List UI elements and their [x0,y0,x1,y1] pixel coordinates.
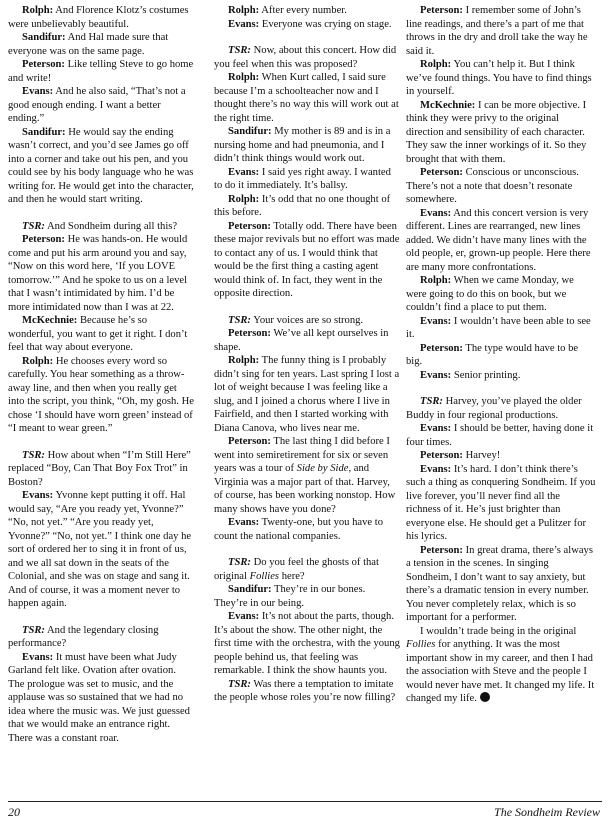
speaker-name: Evans: [420,463,452,475]
paragraph-text: He would say the ending wasn’t correct, and you’d see James go off into a corner and take out his pen, and you could see by his body language who he was writing for. He would get into the character, and then he would start writing. [8,126,194,205]
paragraph [406,422,596,449]
paragraph [406,544,596,625]
paragraph-text: The last thing I did before I went into semiretirement for six or seven years was a tour of [214,436,390,474]
paragraph [8,58,194,85]
paragraph [8,233,194,314]
paragraph-text: Everyone was crying on stage. [259,18,392,30]
paragraph-text: , and Virginia was a major part of that. Harvey, of course, has been working nonstop. How many shows have you done? [214,463,396,515]
speaker-name: Evans: [22,86,54,97]
paragraph-text: I can be more objective. I think they were privy to the original direction and sensibility of each character. They saw the inner workings of it. So they brought that with them. [406,99,587,165]
paragraph [406,625,596,706]
paragraph-text: And this concert version is very different. Lines are rearranged, new lines added. We didn’t have many lines with the old people, er, grown-up people. Here there are many more confrontations. [406,207,591,273]
show-title: Side by Side [296,463,349,474]
speaker-name: Evans: [22,490,54,501]
paragraph-text: In great drama, there’s always a tension in the scenes. In singing Sondheim, I don’t want to say anxiety, but there’s a dramatic tension in every number. You never completely relax, which is so important for a performer. [406,544,593,623]
paragraph-text: It’s not about the parts, though. It’s about the show. The other night, the first time with the orchestra, with the young people behind us, that feeling was remarkable. I think the show haunts you. [214,611,400,676]
text-column-1 [8,4,194,745]
paragraph-text: I wouldn’t trade being in the original [420,625,577,637]
paragraph [214,18,400,32]
speaker-name: Peterson: [420,342,463,354]
speaker-name: Evans: [420,315,452,327]
speaker-name: Rolph: [420,275,452,286]
paragraph-text: Harvey! [462,450,501,461]
show-title: Follies [406,639,436,650]
paragraph [214,556,400,583]
paragraph-text: When we came Monday, we were going to do this on book, but we couldn’t find a place to put them. [406,275,574,313]
speaker-name: Peterson: [22,59,65,70]
text-column-3 [406,4,596,706]
paragraph-text: And Hal made sure that everyone was on the same page. [8,32,169,57]
speaker-name: Peterson: [228,328,271,339]
speaker-name: Evans: [228,517,260,528]
speaker-name: Rolph: [22,5,54,16]
paragraph-text: Now, about this concert. How did you feel when this was proposed? [214,45,397,70]
paragraph-text: I should be better, having done it four times. [406,423,594,448]
speaker-name: Peterson: [420,544,463,556]
paragraph [214,220,400,301]
publication-name: The Sondheim Review [494,805,600,819]
speaker-name: Peterson: [420,5,463,16]
paragraph [406,4,596,58]
paragraph [8,126,194,207]
paragraph-text: After every number. [259,5,347,16]
paragraph [406,274,596,315]
paragraph-text: It’s odd that no one thought of this before. [214,193,391,218]
paragraph [406,207,596,275]
speaker-name: McKechnie: [420,99,476,111]
paragraph-text: You can’t help it. But I think we’ve found things. You have to find things in yourself. [406,59,592,97]
paragraph [214,678,400,705]
speaker-name: Peterson: [420,450,463,461]
paragraph [406,463,596,544]
paragraph-text: It must have been what Judy Garland felt like. Ovation after ovation. The prologue was set to music, and the applause was so sustained that we had no idea where the music was. We just guessed that we would make an entrance right. There was a constant roar. [8,651,190,744]
paragraph-text: They’re in our bones. They’re in our being. [214,584,366,609]
speaker-name: Sandifur: [228,584,272,595]
paragraph-text: The funny thing is I probably didn’t sing for ten years. Last spring I lost a lot of weight because I was feeling like a slug, and I joined a chorus where I live in Fairfield, and then I started working with Diana Canova, who lives near me. [214,355,400,434]
paragraph-text: Senior printing. [451,369,521,381]
speaker-name: Rolph: [228,355,260,366]
paragraph-text: Like telling Steve to go home and write! [8,59,194,84]
speaker-name: Peterson: [228,436,271,447]
show-title: Follies [249,570,280,582]
speaker-name: TSR: [228,557,251,568]
paragraph-text: I said yes right away. I wanted to do it immediately. It’s ballsy. [214,166,391,191]
speaker-name: Rolph: [420,59,452,70]
speaker-name: TSR: [228,678,251,690]
paragraph-text: The type would have to be big. [406,342,579,367]
paragraph [214,435,400,516]
paragraph-text: Twenty-one, but you have to count the national companies. [214,517,384,542]
paragraph [214,71,400,125]
paragraph [214,44,400,71]
paragraph-text: here? [279,570,305,582]
speaker-name: Sandifur: [22,32,66,43]
speaker-name: Peterson: [228,220,271,232]
paragraph [214,583,400,610]
paragraph-text: He was hands-on. He would come and put his arm around you and say, “Now on this word here, ‘If you LOVE tomorrow.’” And he spoke to us on a level that I wasn’t intimidated by him. I’d be more intimidated now than I was at 22. [8,234,188,313]
paragraph [214,327,400,354]
paragraph [8,355,194,436]
paragraph [214,125,400,166]
speaker-name: Rolph: [228,72,260,83]
speaker-name: Evans: [228,611,260,622]
speaker-name: Rolph: [228,193,260,205]
paragraph [8,489,194,611]
paragraph [214,193,400,220]
paragraph [8,449,194,490]
paragraph-text: When Kurt called, I said sure because I’m a schoolteacher now and I thought there’s no way this will work out at the right time. [214,72,399,124]
paragraph [214,610,400,678]
speaker-name: Sandifur: [228,126,272,137]
paragraph-text: I remember some of John’s line readings, and there’s a part of me that throws in the dry and droll take the way he said it. [406,5,588,57]
paragraph-text: for anything. It was the most important show in my career, and then I had the association with Steve and the people I would never have met. It changed my life. It changed my life. [406,639,595,704]
paragraph [8,220,194,234]
speaker-name: TSR: [22,624,45,636]
paragraph [406,395,596,422]
paragraph-text: My mother is 89 and is in a nursing home and had pneumonia, and I didn’t think things would work out. [214,126,391,164]
speaker-name: Peterson: [420,167,463,178]
speaker-name: Evans: [420,207,452,219]
paragraph-text: We’ve all kept ourselves in shape. [214,328,389,353]
paragraph [406,342,596,369]
paragraph [406,315,596,342]
paragraph-text: Yvonne kept putting it off. Hal would say, “Are you ready yet, Yvonne?” “No, not yet.” “Are you ready yet, Yvonne?” “No, not yet.” I think one day he sort of ordered her to sing it in front of us, and we all sat down in the seats of the Colonial, and she was on stage and sang it. And of course, it was a moment never to happen again. [8,490,192,609]
text-column-2 [214,4,400,705]
paragraph-text: Totally odd. There have been these major revivals but no effort was made to contact any of us. I would think that would be the first thing a casting agent would think of. In fact, they went in the opposite direction. [214,220,400,299]
paragraph [406,166,596,207]
paragraph-text: Was there a temptation to imitate the people whose roles you’re now filling? [214,678,396,703]
paragraph [8,651,194,746]
paragraph [406,58,596,99]
speaker-name: Evans: [228,166,260,178]
paragraph [214,166,400,193]
paragraph-text: And Sondheim during all this? [44,220,178,232]
paragraph [8,4,194,31]
paragraph [406,369,596,383]
paragraph [214,4,400,18]
speaker-name: Sandifur: [22,126,66,138]
paragraph-text: Harvey, you’ve played the older Buddy in four regional productions. [406,396,582,421]
speaker-name: McKechnie: [22,315,78,326]
speaker-name: Evans: [420,369,452,381]
paragraph [8,624,194,651]
speaker-name: Evans: [228,18,260,30]
speaker-name: TSR: [228,314,251,326]
speaker-name: TSR: [228,45,251,56]
paragraph-text: He chooses every word so carefully. You hear something as a throw-away line, and then when you really get into the script, you think, “Oh, my gosh. He chose ‘I should have worn green’ instead of “I meant to wear green.” [8,355,194,434]
paragraph [214,516,400,543]
paragraph-text: I wouldn’t have been able to see it. [406,315,591,340]
paragraph [8,85,194,126]
paragraph-text: And the legendary closing performance? [8,624,159,649]
paragraph-text: Conscious or unconscious. There’s not a note that doesn’t resonate somewhere. [406,167,579,205]
paragraph [214,354,400,435]
paragraph [8,314,194,355]
paragraph-text: How about when “I’m Still Here” replaced “Boy, Can That Boy Fox Trot” in Boston? [8,449,191,488]
speaker-name: Evans: [22,651,54,663]
paragraph [214,314,400,328]
page-number: 20 [8,805,20,819]
paragraph-text: And Florence Klotz’s costumes were unbelievably beautiful. [8,5,189,30]
speaker-name: Evans: [420,423,452,434]
footer-rule [8,801,602,802]
speaker-name: Rolph: [22,355,54,367]
paragraph-text: Do you feel the ghosts of that original [214,557,379,582]
paragraph-text: Because he’s so wonderful, you want to get it right. I don’t feel that way about everyone. [8,315,188,353]
paragraph [8,31,194,58]
paragraph [406,99,596,167]
speaker-name: Rolph: [228,5,260,16]
speaker-name: TSR: [420,396,443,407]
paragraph-text: And he also said, “That’s not a good enough ending. I want a better ending.” [8,86,186,124]
speaker-name: Peterson: [22,234,65,245]
paragraph-text: Your voices are so strong. [250,314,364,326]
paragraph-text: It’s hard. I don’t think there’s such a thing as conquering Sondheim. If you live forever, you’ll never find all the richness of it. He’s just brighter than everyone else. He should get a Pulitzer for his lyrics. [406,463,596,542]
speaker-name: TSR: [22,449,45,461]
end-of-article-icon [480,692,490,702]
paragraph [406,449,596,463]
speaker-name: TSR: [22,220,45,232]
